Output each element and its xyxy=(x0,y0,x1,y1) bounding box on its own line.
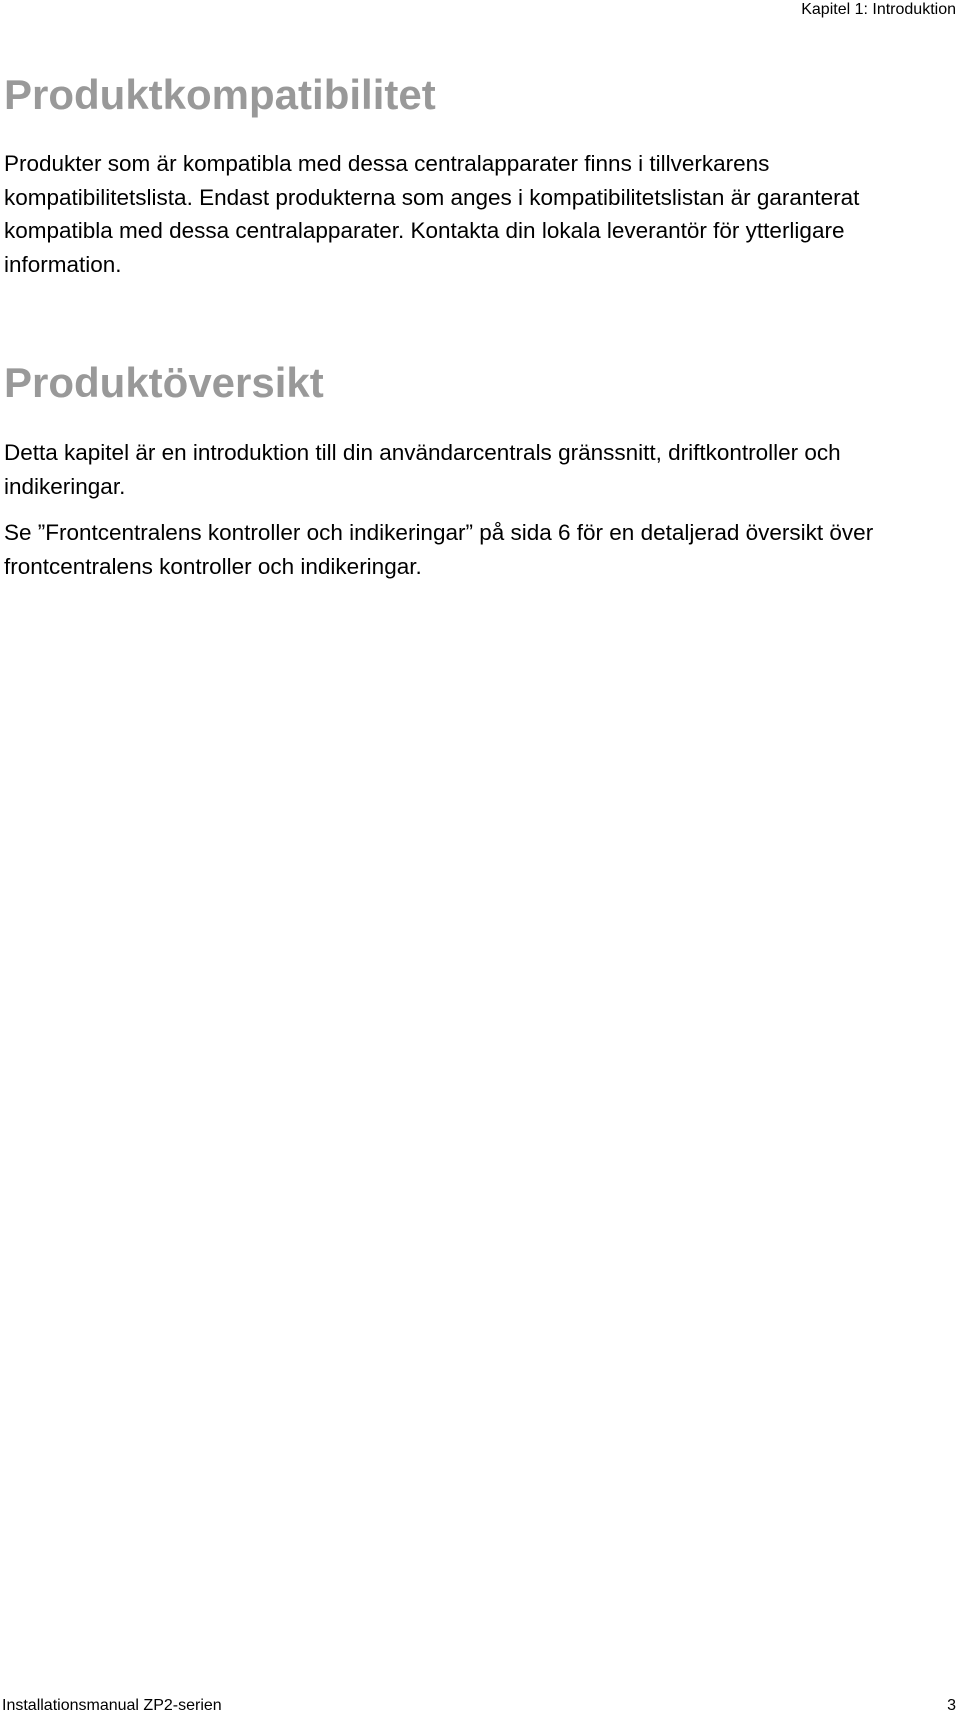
overview-paragraph-reference: Se ”Frontcentralens kontroller och indikeringar” på sida 6 för en detaljerad översikt över frontcentralens kontroller och indikeringar. xyxy=(4,520,874,579)
compatibility-paragraph: Produkter som är kompatibla med dessa centralapparater finns i tillverkarens kompatibilitetslista. Endast produkterna som anges i kompatibilitetslistan är garanterat kompatibla med dessa centralapparater. Kontakta din lokala leverantör för ytterligare information. xyxy=(4,151,860,277)
page-footer xyxy=(0,1696,960,1716)
running-header-chapter: Kapitel 1: Introduktion xyxy=(801,1,956,18)
footer-manual-title: Installationsmanual ZP2-serien xyxy=(2,1697,222,1714)
section-heading-overview: Produktöversikt xyxy=(4,359,324,406)
overview-paragraph-intro: Detta kapitel är en introduktion till din användarcentrals gränssnitt, driftkontroller och indikeringar. xyxy=(4,440,841,499)
section-heading-compatibility: Produktkompatibilitet xyxy=(4,71,436,118)
footer-page-number: 3 xyxy=(947,1697,956,1714)
